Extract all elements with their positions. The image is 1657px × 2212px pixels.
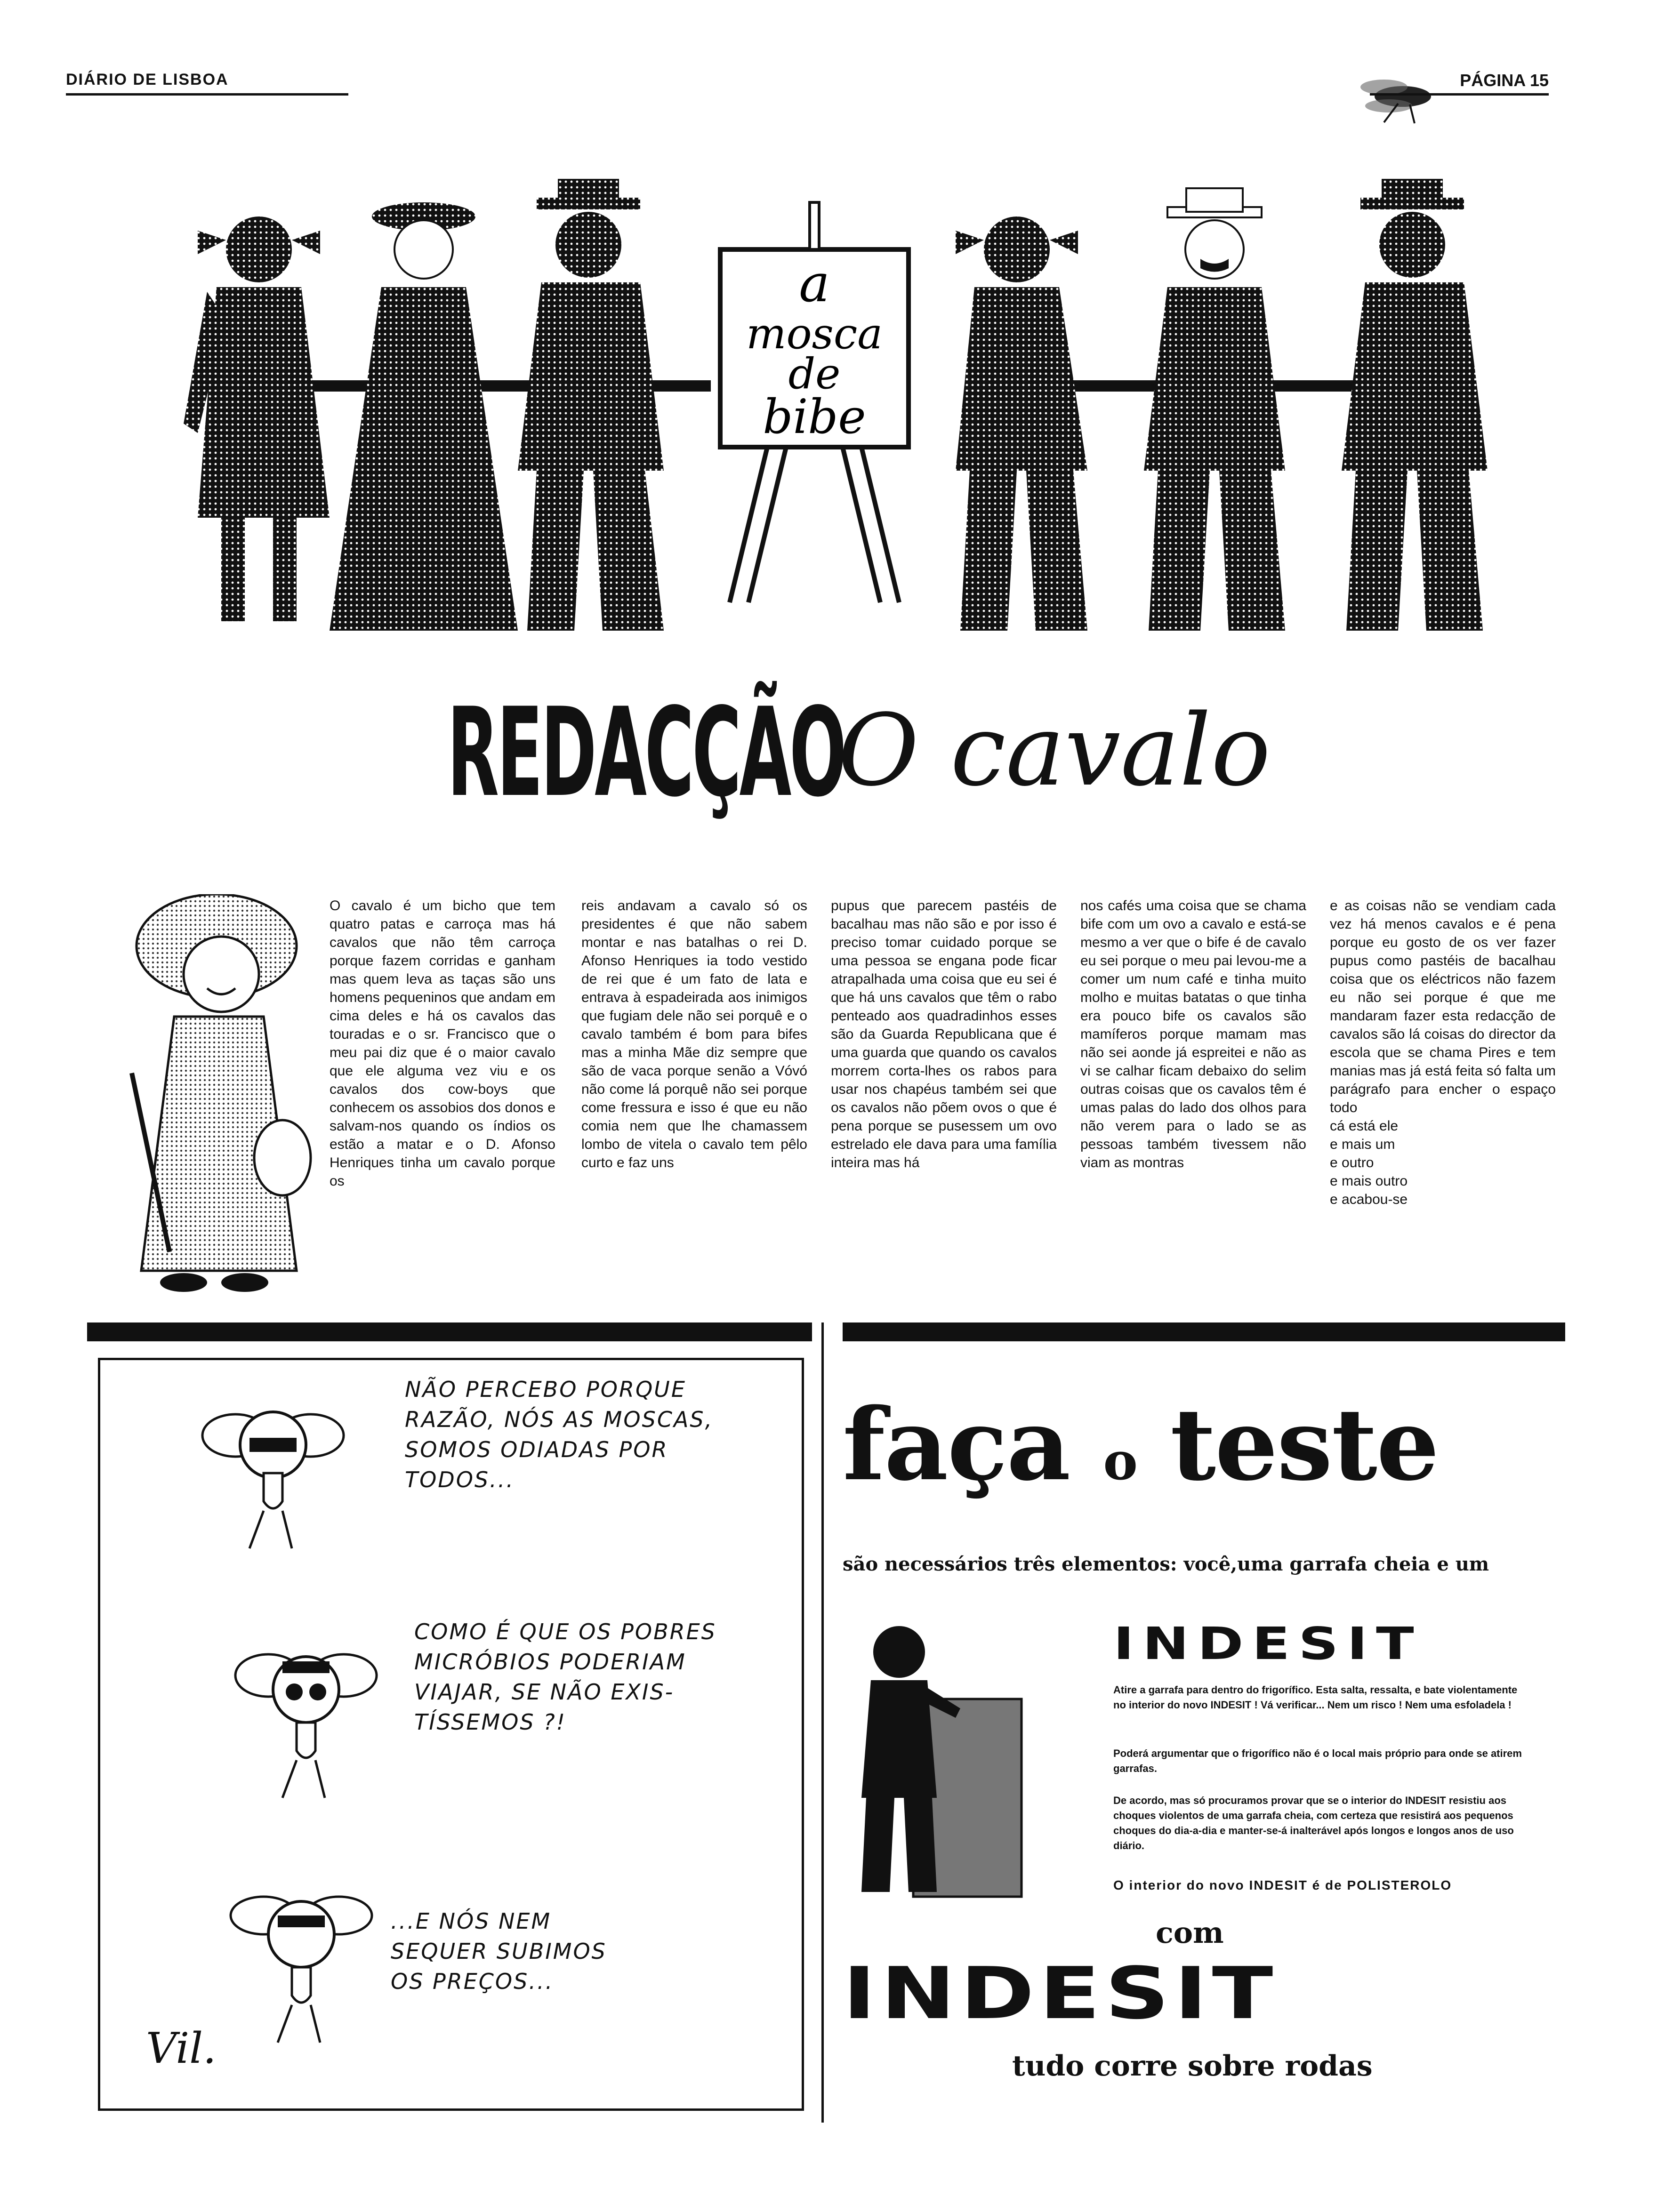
article-column-4: nos cafés uma coisa que se chama bife com um ovo a cavalo e está-se mesmo a ver que o bife é de cavalo eu sei porque o meu pai levou-me a comer um num café e tinha muito molho e muitas batatas o que tinha era pouco bife os cavalos são mamíferos porque mamam mas não sei aonde já espreitei e não as vi se calhar ficam debaixo do selim outras coisas que os cavalos têm é umas palas do lado dos olhos para não verem para o lado se as pessoas também tivessem não viam as montras bbox=[1080, 898, 1306, 1170]
speech-bubble-3: ...E NÓS NEM SEQUER SUBIMOS OS PREÇOS... bbox=[391, 1908, 607, 1994]
article-ending: cá está ele e mais um e outro e mais outro e acabou-se bbox=[1330, 1118, 1408, 1207]
ad-paragraph-3: De acordo, mas só procuramos provar que se o interior do INDESIT resistiu aos choques violentos de uma garrafa cheia, com certeza que resistirá aos pequenos choques do dia-a-dia e manter-se-á inalterável após longos e longos anos de uso diário. bbox=[1113, 1795, 1514, 1851]
article-column-5 bbox=[1330, 897, 1556, 1209]
ad-headline-word-2: teste bbox=[1170, 1387, 1439, 1503]
header-fly-icon bbox=[1332, 71, 1455, 127]
indesit-logo: INDESIT bbox=[1113, 1618, 1423, 1670]
easel-sign bbox=[720, 202, 909, 602]
fly-cartoon-3 bbox=[226, 1887, 377, 2047]
silhouette-girl-right bbox=[956, 216, 1087, 631]
ad-com: com bbox=[1156, 1915, 1224, 1950]
fly-cartoon-2 bbox=[231, 1643, 381, 1803]
indesit-logo-large: INDESIT bbox=[843, 1952, 1278, 2035]
banner-illustration bbox=[179, 179, 1516, 640]
article-title: REDACÇÃO bbox=[447, 682, 845, 824]
silhouette-man-hat bbox=[518, 179, 664, 631]
header-rule-left bbox=[66, 93, 348, 96]
section-bar-right bbox=[843, 1322, 1565, 1341]
figure-lady-hat bbox=[330, 202, 518, 631]
article-subtitle: O cavalo bbox=[838, 693, 1271, 808]
column-divider bbox=[821, 1322, 824, 2123]
ad-paragraph-1: Atire a garrafa para dentro do frigorífico. Esta salta, ressalta, e bate violentamente no interior do novo INDESIT ! Vá verificar... Nem um risco ! Nem uma esfoladela ! bbox=[1113, 1684, 1518, 1711]
silhouette-girl-left bbox=[184, 216, 330, 621]
easel-line-3: de bbox=[788, 349, 841, 399]
newspaper-name: DIÁRIO DE LISBOA bbox=[66, 71, 229, 88]
section-bar-left bbox=[87, 1322, 812, 1341]
lady-illustration bbox=[104, 894, 330, 1299]
article-column-1: O cavalo é um bicho que tem quatro patas e carroça mas há cavalos que não têm carroça porque fazem corridas e ganham mas quem leva as taças são uns homens pequeninos que andam em cima deles e há os cavalos das touradas e o sr. Francisco que o meu pai diz que é o maior cavalo que ele alguma vez viu e os cavalos dos cow-boys que conhecem os assobios dos donos e salvam-nos quando os índios os estão a matar e o D. Afonso Henriques tinha um cavalo porque os bbox=[330, 898, 555, 1189]
easel-line-2: mosca bbox=[746, 309, 883, 359]
easel-line-1: a bbox=[799, 253, 830, 313]
ad-tagline: tudo corre sobre rodas bbox=[1012, 2050, 1373, 2083]
ad-bottomline: O interior do novo INDESIT é de POLISTEROLO bbox=[1113, 1878, 1452, 1892]
ad-subheadline: são necessários três elementos: você,uma garrafa cheia e um bbox=[843, 1553, 1489, 1575]
article-column-2: reis andavam a cavalo só os presidentes é que não sabem montar e nas batalhas o rei D. Afonso Henriques ia todo vestido de rei que é um fato de lata e entrava à espadeirada aos inimigos que fugiam dele não sei porquê e o cavalo também é bom para bifes mas a minha Mãe diz sempre que são de vaca porque senão a Vóvó não come lá porquê não sei porque come fressura e isso é que eu não comia nem que lhe chamassem lombo de vitela o cavalo tem pêlo curto e faz uns bbox=[581, 898, 807, 1170]
header-rule-right bbox=[1370, 93, 1549, 96]
figure-man-moustache bbox=[1144, 188, 1285, 631]
silhouette-man-hat-right bbox=[1342, 179, 1488, 631]
fly-cartoon-1 bbox=[198, 1393, 348, 1553]
ad-paragraph-2: Poderá argumentar que o frigorífico não é o local mais próprio para onde se atirem garrafas. bbox=[1113, 1747, 1522, 1774]
speech-bubble-1: NÃO PERCEBO PORQUE RAZÃO, NÓS AS MOSCAS, SOMOS ODIADAS POR TODOS... bbox=[405, 1377, 714, 1492]
ad-headline-word-1: faça bbox=[843, 1387, 1070, 1503]
ad-man-fridge-photo bbox=[843, 1619, 1097, 1901]
ad-headline bbox=[843, 1387, 1439, 1503]
article-column-5-text: e as coisas não se vendiam cada vez há menos cavalos e é pena porque eu gosto de os ver fazer pupus como pastéis de bacalhau coisa que os eléctricos não fazem eu não sei porque é que me mandaram fazer esta redacção de cavalos são lá coisas do director da escola que se chama Pires e tem manias mas já está feita só falta um parágrafo para encher o espaço todo bbox=[1330, 898, 1556, 1115]
easel-line-4: bibe bbox=[763, 389, 866, 444]
cartoonist-signature: Vil. bbox=[146, 2024, 217, 2073]
speech-bubble-2: COMO É QUE OS POBRES MICRÓBIOS PODERIAM VIAJAR, SE NÃO EXIS- TÍSSEMOS ?! bbox=[414, 1619, 716, 1735]
article-column-3: pupus que parecem pastéis de bacalhau mas não são e por isso é preciso tomar cuidado porque se uma pessoa se engana pode ficar atrapalhada uma coisa que eu sei é que há uns cavalos que têm o rabo penteado aos quadradinhos esses são da Guarda Republicana que é uma guarda que quando os cavalos morrem corta-lhes os rabos para usar nos chapéus também sei que os cavalos não põem ovos o que é pena porque se pusessem um ovo estrelado ele dava para uma família inteira mas há bbox=[831, 898, 1057, 1170]
ad-headline-o: o bbox=[1103, 1431, 1137, 1491]
page-number: PÁGINA 15 bbox=[1460, 71, 1549, 90]
